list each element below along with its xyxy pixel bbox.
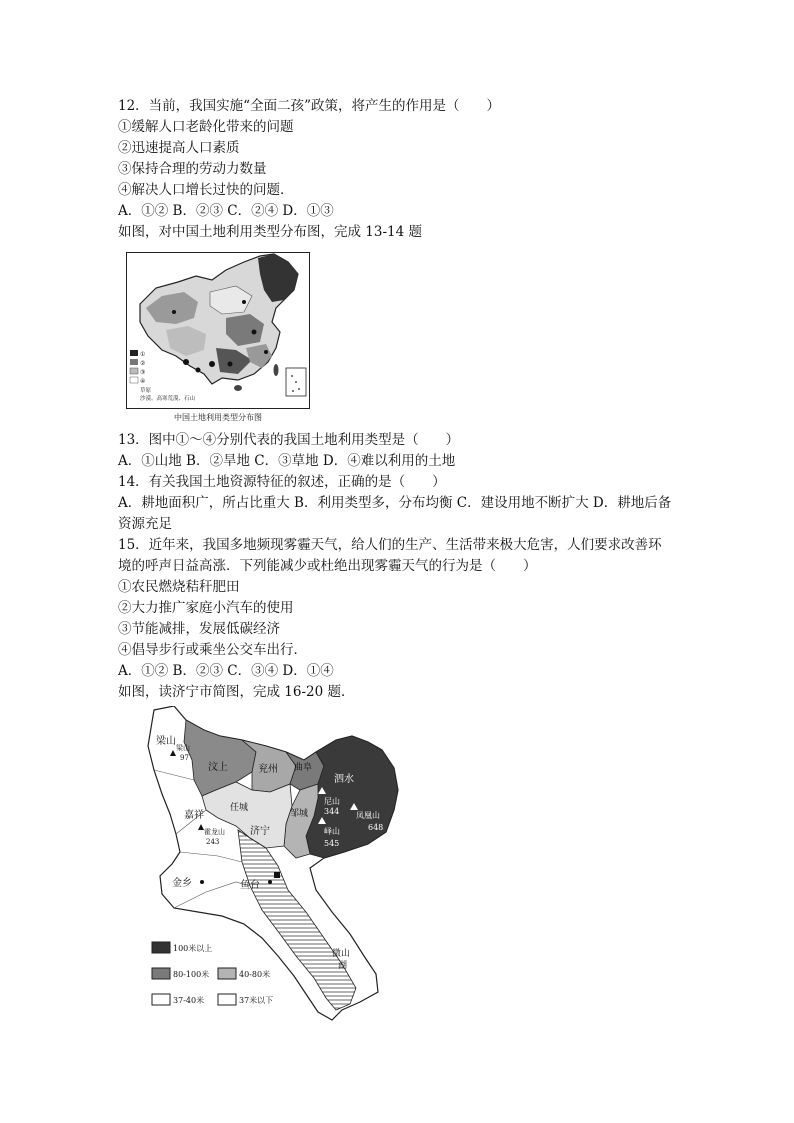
- q15-answers: A．①② B．②③ C．③④ D．①④: [118, 663, 334, 679]
- label-sishui: 泗水: [334, 774, 354, 785]
- label-zoucheng: 邹城: [290, 809, 309, 819]
- label-jining: 济宁: [250, 826, 270, 837]
- label-fengshan: 峄山: [324, 827, 340, 836]
- q12-option: ②迅速提高人口素质: [118, 140, 240, 156]
- legend-100-above: 100米以上: [173, 944, 213, 953]
- label-liangshan: 梁山: [156, 736, 176, 747]
- q14-answers: A．耕地面积广，所占比重大 B．利用类型多，分布均衡 C．建设用地不断扩大 D．耕地后备: [118, 495, 672, 511]
- q12-answers: A．①② B．②③ C．②④ D．①③: [118, 203, 334, 219]
- label-rencheng: 任城: [230, 803, 249, 813]
- q15-option: ④倡导步行或乘坐公交车出行．: [118, 642, 307, 658]
- legend-37-40: 37-40米: [173, 996, 205, 1005]
- legend-37-below: 37米以下: [239, 996, 274, 1005]
- q12-option: ①缓解人口老龄化带来的问题: [118, 119, 294, 135]
- label-hu: 湖: [338, 961, 348, 971]
- legend-desert: 沙漠、高寒荒漠、石山: [140, 396, 196, 402]
- label-elev-344: 344: [324, 807, 340, 816]
- legend-item-2: ②: [140, 360, 146, 367]
- q14-stem: 14．有关我国土地资源特征的叙述，正确的是（ ）: [118, 474, 446, 490]
- q15-option: ③节能减排，发展低碳经济: [118, 621, 280, 637]
- label-jiaxiang: 嘉祥: [184, 810, 204, 821]
- label-nishan: 尼山: [324, 797, 340, 806]
- label-fenghuangshan: 凤凰山: [356, 811, 380, 820]
- q15-option: ②大力推广家庭小汽车的使用: [118, 600, 294, 616]
- legend-40-80: 40-80米: [239, 970, 271, 979]
- label-weishan: 微山: [332, 949, 351, 959]
- label-yanzhou: 兖州: [258, 764, 278, 775]
- q14-answers-cont: 资源充足: [118, 516, 172, 532]
- legend-item-1: ①: [140, 351, 146, 358]
- label-jinxiang: 金乡: [172, 878, 192, 889]
- intro-16-20: 如图，读济宁市简图，完成 16-20 题．: [118, 684, 355, 700]
- q13-answers: A．①山地 B．②旱地 C．③草地 D．④难以利用的土地: [118, 453, 456, 469]
- label-qufu: 曲阜: [294, 763, 313, 773]
- legend-item-4: ④: [140, 378, 146, 385]
- label-elev-97: 97: [180, 754, 189, 762]
- elevation-legend: [152, 942, 273, 1005]
- jining-map: [146, 706, 408, 1024]
- city-marker-icon: [274, 872, 280, 878]
- label-wenshang: 汶上: [208, 762, 228, 773]
- map-caption: 中国土地利用类型分布图: [174, 413, 262, 422]
- q13-stem: 13．图中①～④分别代表的我国土地利用类型是（ ）: [118, 432, 460, 448]
- q12-stem: 12．当前，我国实施“全面二孩”政策，将产生的作用是（ ）: [118, 98, 500, 114]
- q12-option: ③保持合理的劳动力数量: [118, 161, 267, 177]
- q15-stem-cont: 境的呼声日益高涨．下列能减少或杜绝出现雾霾天气的行为是（ ）: [118, 558, 537, 574]
- legend-grassland: 草原: [140, 388, 152, 394]
- label-elev-648: 648: [368, 823, 384, 832]
- label-huoshan: 霍龙山: [204, 828, 225, 836]
- q15-option: ①农民燃烧秸秆肥田: [118, 579, 240, 595]
- legend-80-100: 80-100米: [173, 970, 210, 979]
- label-yutai: 鱼台: [240, 880, 260, 891]
- city-dot-icon: [200, 880, 204, 884]
- q12-option: ④解决人口增长过快的问题．: [118, 182, 294, 198]
- label-elev-545: 545: [324, 839, 340, 848]
- legend-item-3: ③: [140, 369, 146, 376]
- intro-13-14: 如图，对中国土地利用类型分布图，完成 13-14 题: [118, 224, 422, 240]
- china-land-use-map: [126, 252, 310, 424]
- label-elev-243: 243: [206, 838, 220, 846]
- city-dot-icon: [268, 880, 272, 884]
- q15-stem: 15．近年来，我国多地频现雾霾天气，给人们的生产、生活带来极大危害，人们要求改善环: [118, 537, 662, 553]
- label-lianghuashan: 梁山: [176, 744, 190, 752]
